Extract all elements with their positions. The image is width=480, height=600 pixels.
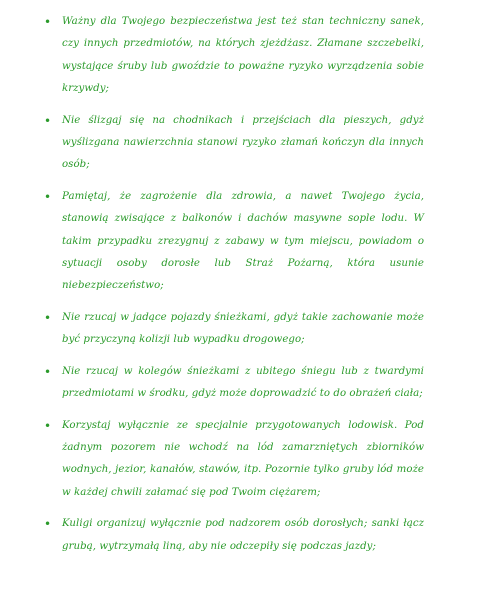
list-item [44,513,424,558]
list-item [44,186,424,298]
list-item [44,361,424,406]
bullet-icon: • [44,310,52,325]
list-item-text: Nie rzucaj w kolegów śnieżkami z ubitego śniegu lub z twardymi przedmiotami w środku, gdyż może doprowadzić to do obrażeń ciała; [62,365,424,400]
bullet-icon: • [44,364,52,379]
list-item-text: Pamiętaj, że zagrożenie dla zdrowia, a nawet Twojego życia, stanowią zwisające z balkonów i dachów masywne sople lodu. W takim przypadku zrezygnuj z zabawy w tym miejscu, powiadom o sytuacji osoby dorosłe lub Straż Pożarną, która usunie niebezpieczeństwo; [62,190,424,292]
bullet-icon: • [44,189,52,204]
list-item [44,307,424,352]
bullet-icon: • [44,15,52,29]
bullet-icon: • [44,517,52,532]
list-item-text: Nie ślizgaj się na chodnikach i przejściach dla pieszych, gdyż wyślizgana nawierzchnia stanowi ryzyko złamań kończyn dla innych osób; [62,114,424,171]
list-item [44,110,424,177]
list-item-text: Korzystaj wyłącznie ze specjalnie przygotowanych lodowisk. Pod żadnym pozorem nie wchodź na lód zamarzniętych zbiorników wodnych, jezior, kanałów, stawów, itp. Pozornie tylko gruby lód może w każdej chwili załamać się pod Twoim ciężarem; [62,419,424,498]
bullet-icon: • [44,418,52,433]
list-item [44,11,424,101]
safety-rules-list [44,11,424,567]
list-item-text: Ważny dla Twojego bezpieczeństwa jest też stan techniczny sanek, czy innych przedmiotów, na których zjeżdżasz. Złamane szczebelki, wystające śruby lub gwoździe to poważne ryzyko wyrządzenia sobie krzywdy; [62,16,424,95]
list-item [44,415,424,505]
list-item-text: Nie rzucaj w jadące pojazdy śnieżkami, gdyż takie zachowanie może być przyczyną kolizji lub wypadku drogowego; [62,311,424,346]
list-item-text: Kuligi organizuj wyłącznie pod nadzorem osób dorosłych; sanki łącz grubą, wytrzymałą liną, aby nie odczepiły się podczas jazdy; [62,518,424,552]
bullet-icon: • [44,113,52,128]
